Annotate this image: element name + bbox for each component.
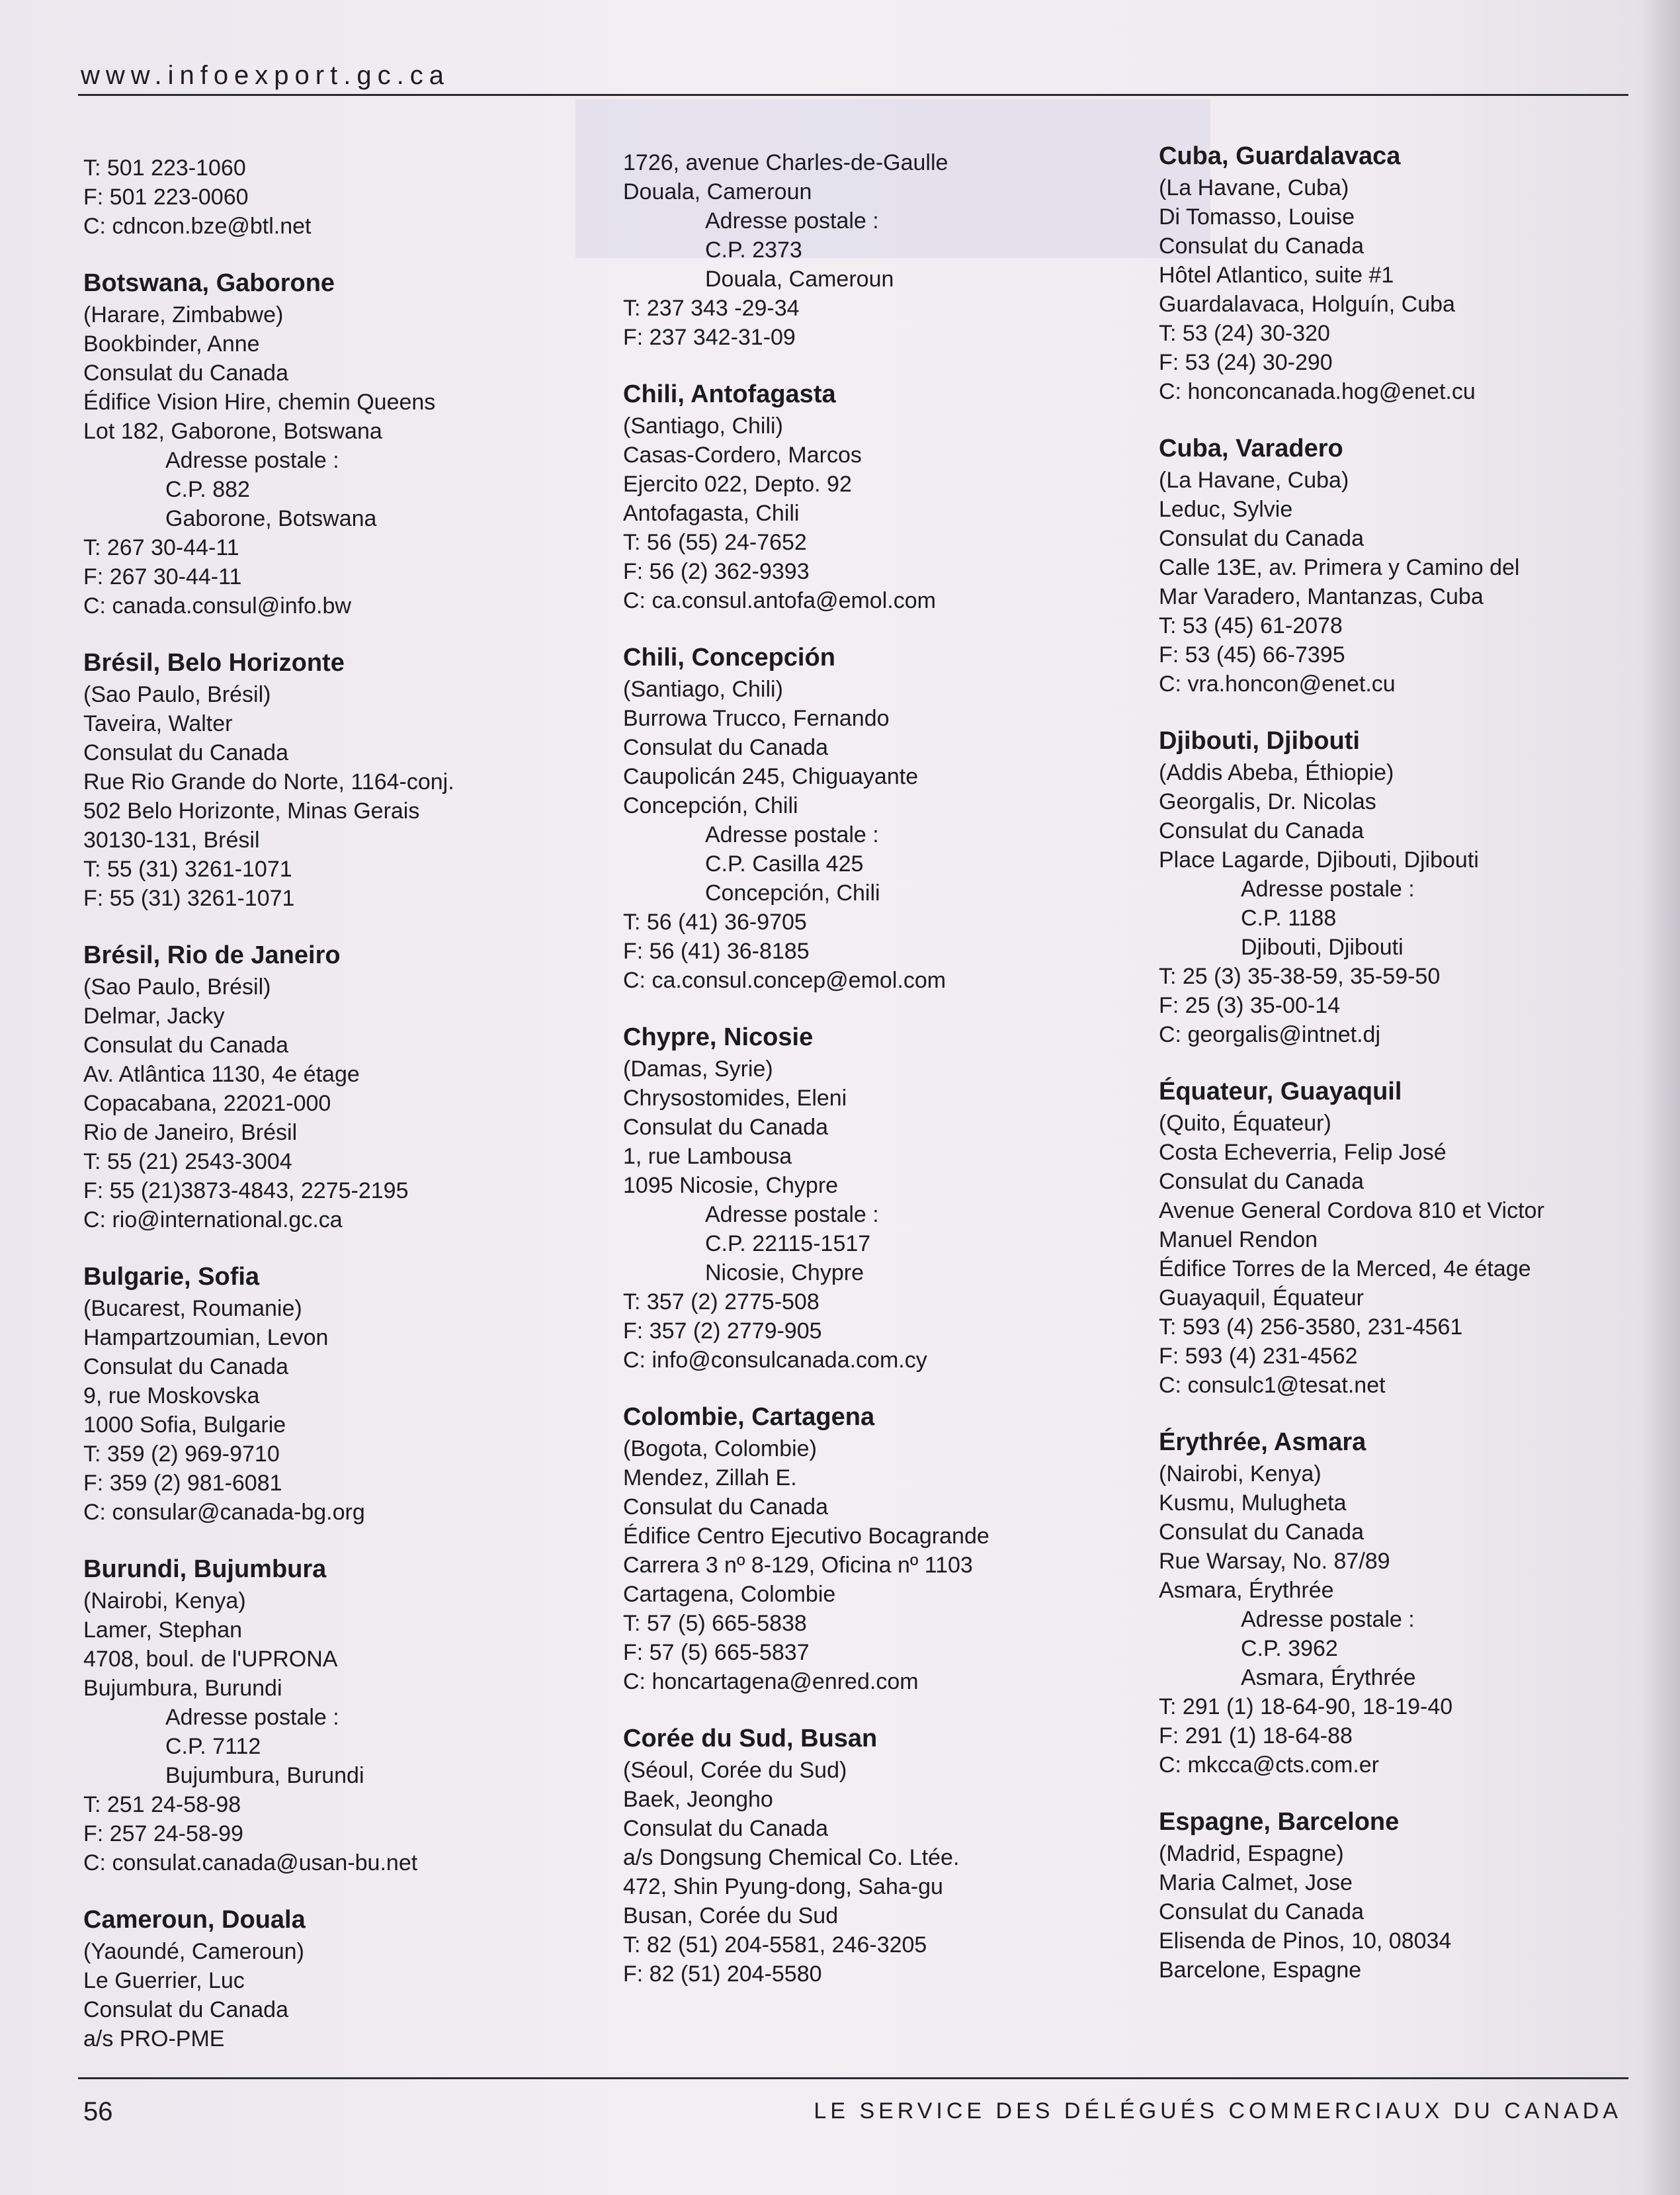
entry-line: Lamer, Stephan [83, 1617, 243, 1643]
entry-line: Calle 13E, av. Primera y Camino del [1159, 555, 1520, 580]
entry-line: (Bucarest, Roumanie) [83, 1296, 302, 1321]
entry-line: F: 82 (51) 204-5580 [623, 1961, 822, 1987]
entry-line: Place Lagarde, Djibouti, Djibouti [1159, 847, 1479, 873]
entry-line: Le Guerrier, Luc [83, 1968, 245, 1993]
entry-line: Antofagasta, Chili [623, 501, 800, 526]
entry-line: Consulat du Canada [83, 1997, 289, 2022]
entry-line: Bookbinder, Anne [83, 331, 260, 357]
entry-line: F: 291 (1) 18-64-88 [1159, 1723, 1353, 1748]
header-url: www.infoexport.gc.ca [81, 61, 450, 90]
entry-line: Consulat du Canada [83, 740, 289, 765]
postal-address-line: Gaborone, Botswana [165, 506, 377, 531]
entry-line: (Nairobi, Kenya) [83, 1588, 246, 1614]
entry-line: C: georgalis@intnet.dj [1159, 1022, 1381, 1047]
directory-entry [83, 1261, 599, 1527]
entry-line: Consulat du Canada [1159, 1169, 1365, 1194]
entry-line: Chrysostomides, Eleni [623, 1086, 847, 1111]
entry-line: a/s Dongsung Chemical Co. Ltée. [623, 1845, 960, 1870]
entry-line: C: cdncon.bze@btl.net [83, 214, 312, 239]
postal-address-line: Nicosie, Chypre [705, 1260, 864, 1285]
entry-line: Consulat du Canada [623, 1494, 829, 1520]
directory-entry [623, 1021, 1139, 1375]
entry-line: Copacabana, 22021-000 [83, 1091, 331, 1116]
entry-line: Édifice Centro Ejecutivo Bocagrande [623, 1524, 989, 1549]
postal-address-line: C.P. 882 [165, 477, 250, 502]
entry-line: C: honconcanada.hog@enet.cu [1159, 379, 1476, 404]
entry-line: C: ca.consul.concep@emol.com [623, 968, 946, 993]
entry-line: F: 501 223-0060 [83, 185, 249, 210]
entry-line: Mar Varadero, Mantanzas, Cuba [1159, 584, 1484, 609]
postal-address-line: Adresse postale : [165, 448, 339, 473]
entry-line: (Madrid, Espagne) [1159, 1841, 1344, 1866]
directory-entry [83, 647, 599, 913]
entry-line: Lot 182, Gaborone, Botswana [83, 419, 382, 444]
postal-address-line: Djibouti, Djibouti [1241, 935, 1404, 960]
postal-address-line: Adresse postale : [1241, 1607, 1415, 1632]
entry-line: Guardalavaca, Holguín, Cuba [1159, 292, 1455, 317]
entry-line: Av. Atlântica 1130, 4e étage [83, 1062, 360, 1087]
entry-line: T: 56 (55) 24-7652 [623, 530, 807, 555]
entry-line: T: 55 (21) 2543-3004 [83, 1149, 292, 1174]
entry-line: (Addis Abeba, Éthiopie) [1159, 760, 1394, 785]
directory-entry [83, 267, 599, 621]
page-number: 56 [83, 2097, 113, 2126]
entry-line: 4708, boul. de l'UPRONA [83, 1647, 338, 1672]
entry-line: F: 56 (2) 362-9393 [623, 559, 810, 584]
postal-address-line: Adresse postale : [165, 1705, 339, 1730]
entry-line: Édifice Vision Hire, chemin Queens [83, 390, 436, 415]
entry-line: Busan, Corée du Sud [623, 1903, 839, 1928]
entry-line: (Bogota, Colombie) [623, 1436, 817, 1461]
entry-line: C: mkcca@cts.com.er [1159, 1752, 1379, 1778]
entry-line: Taveira, Walter [83, 711, 233, 736]
entry-line: Maria Calmet, Jose [1159, 1870, 1353, 1895]
directory-entry [83, 1904, 599, 2053]
entry-line: 1095 Nicosie, Chypre [623, 1173, 839, 1198]
entry-line: Barcelone, Espagne [1159, 1958, 1362, 1983]
entry-line: Rue Rio Grande do Norte, 1164-conj. [83, 769, 454, 795]
entry-line: T: 55 (31) 3261-1071 [83, 857, 292, 882]
entry-line: Avenue General Cordova 810 et Victor [1159, 1198, 1544, 1223]
entry-line: C: vra.honcon@enet.cu [1159, 671, 1396, 697]
entry-line: Consulat du Canada [623, 1115, 829, 1140]
postal-address-line: Adresse postale : [705, 1202, 879, 1227]
header-rule [78, 94, 1628, 96]
entry-line: F: 357 (2) 2779-905 [623, 1318, 822, 1344]
entry-title: Botswana, Gaborone [83, 269, 335, 297]
entry-line: C: honcartagena@enred.com [623, 1669, 919, 1694]
entry-line: Caupolicán 245, Chiguayante [623, 764, 919, 789]
entry-line: T: 359 (2) 969-9710 [83, 1442, 280, 1467]
column-1 [83, 153, 599, 2080]
entry-line: F: 56 (41) 36-8185 [623, 939, 810, 964]
entry-line: F: 593 (4) 231-4562 [1159, 1344, 1358, 1369]
entry-line: Édifice Torres de la Merced, 4e étage [1159, 1256, 1531, 1281]
entry-line: T: 237 343 -29-34 [623, 296, 800, 321]
directory-entry [1159, 1806, 1675, 1985]
entry-line: T: 267 30-44-11 [83, 535, 239, 560]
entry-line: Rio de Janeiro, Brésil [83, 1120, 298, 1145]
entry-line: T: 53 (24) 30-320 [1159, 321, 1330, 346]
entry-line: 9, rue Moskovska [83, 1383, 260, 1408]
entry-title: Corée du Sud, Busan [623, 1725, 878, 1752]
entry-title: Brésil, Belo Horizonte [83, 649, 345, 677]
postal-address-line: C.P. 3962 [1241, 1636, 1338, 1661]
entry-line: (Sao Paulo, Brésil) [83, 682, 271, 707]
entry-line: F: 237 342-31-09 [623, 325, 796, 350]
postal-address-line: Douala, Cameroun [705, 267, 894, 292]
entry-line: Asmara, Érythrée [1159, 1578, 1334, 1603]
entry-line: a/s PRO-PME [83, 2026, 225, 2051]
directory-entry [1159, 1076, 1675, 1400]
entry-line: F: 57 (5) 665-5837 [623, 1640, 810, 1665]
entry-line: T: 53 (45) 61-2078 [1159, 613, 1343, 638]
entry-line: C: rio@international.gc.ca [83, 1207, 343, 1232]
entry-line: C: ca.consul.antofa@emol.com [623, 588, 936, 613]
entry-title: Burundi, Bujumbura [83, 1555, 327, 1583]
directory-entry [1159, 1426, 1675, 1780]
entry-line: Costa Echeverria, Felip José [1159, 1140, 1447, 1165]
entry-line: Consulat du Canada [83, 361, 289, 386]
entry-line: Baek, Jeongho [623, 1787, 773, 1812]
entry-line: Di Tomasso, Louise [1159, 204, 1355, 230]
entry-title: Érythrée, Asmara [1159, 1428, 1366, 1456]
entry-title: Colombie, Cartagena [623, 1403, 875, 1431]
entry-line: F: 55 (21)3873-4843, 2275-2195 [83, 1178, 409, 1203]
entry-line: Guayaquil, Équateur [1159, 1285, 1364, 1311]
entry-title: Chili, Concepción [623, 644, 835, 671]
entry-line: Consulat du Canada [623, 735, 829, 760]
postal-address-line: C.P. Casilla 425 [705, 851, 864, 877]
entry-line: Consulat du Canada [83, 1354, 289, 1379]
entry-line: Consulat du Canada [1159, 234, 1365, 259]
entry-line: (Santiago, Chili) [623, 677, 783, 702]
entry-line: C: consular@canada-bg.org [83, 1500, 365, 1525]
entry-line: Consulat du Canada [1159, 818, 1365, 843]
entry-line: T: 25 (3) 35-38-59, 35-59-50 [1159, 964, 1441, 989]
postal-address-line: C.P. 7112 [165, 1734, 261, 1759]
entry-line: Delmar, Jacky [83, 1004, 225, 1029]
entry-line: Manuel Rendon [1159, 1227, 1318, 1252]
entry-line: Kusmu, Mulugheta [1159, 1490, 1347, 1516]
entry-line: Hôtel Atlantico, suite #1 [1159, 263, 1394, 288]
entry-line: Bujumbura, Burundi [83, 1676, 282, 1701]
entry-line: (Sao Paulo, Brésil) [83, 974, 271, 1000]
entry-line: C: canada.consul@info.bw [83, 593, 351, 619]
entry-line: T: 82 (51) 204-5581, 246-3205 [623, 1932, 927, 1958]
entry-line: F: 55 (31) 3261-1071 [83, 886, 295, 911]
entry-line: Hampartzoumian, Levon [83, 1325, 329, 1350]
entry-line: 1726, avenue Charles-de-Gaulle [623, 150, 948, 175]
entry-line: Carrera 3 nº 8-129, Oficina nº 1103 [623, 1553, 973, 1578]
directory-entry [83, 153, 599, 241]
entry-line: T: 56 (41) 36-9705 [623, 910, 807, 935]
postal-address-line: C.P. 2373 [705, 237, 802, 263]
postal-address-line: Bujumbura, Burundi [165, 1763, 364, 1788]
entry-title: Cuba, Guardalavaca [1159, 142, 1401, 170]
footer-title: LE SERVICE DES DÉLÉGUÉS COMMERCIAUX DU CANADA [814, 2098, 1622, 2124]
entry-line: Consulat du Canada [1159, 1520, 1365, 1545]
postal-address-line: Concepción, Chili [705, 881, 880, 906]
directory-entry [623, 148, 1139, 352]
entry-line: 30130-131, Brésil [83, 828, 260, 853]
entry-line: F: 267 30-44-11 [83, 564, 242, 589]
entry-title: Cameroun, Douala [83, 1906, 306, 1934]
directory-entry [1159, 725, 1675, 1049]
entry-title: Brésil, Rio de Janeiro [83, 941, 341, 969]
directory-entry [1159, 433, 1675, 699]
directory-entry [623, 378, 1139, 615]
entry-line: F: 25 (3) 35-00-14 [1159, 993, 1341, 1018]
entry-line: T: 501 223-1060 [83, 155, 246, 181]
column-3 [1159, 140, 1675, 2011]
entry-line: T: 57 (5) 665-5838 [623, 1611, 807, 1636]
entry-line: T: 357 (2) 2775-508 [623, 1289, 819, 1314]
entry-title: Bulgarie, Sofia [83, 1263, 260, 1291]
entry-line: Rue Warsay, No. 87/89 [1159, 1549, 1390, 1574]
directory-entry [623, 1723, 1139, 1989]
entry-line: T: 291 (1) 18-64-90, 18-19-40 [1159, 1694, 1453, 1719]
entry-line: (Damas, Syrie) [623, 1056, 773, 1082]
entry-line: T: 251 24-58-98 [83, 1792, 241, 1817]
entry-line: F: 53 (24) 30-290 [1159, 350, 1333, 375]
directory-entry [623, 1401, 1139, 1696]
entry-line: (Quito, Équateur) [1159, 1111, 1331, 1136]
entry-line: F: 257 24-58-99 [83, 1821, 243, 1846]
directory-entry [1159, 140, 1675, 406]
entry-line: (La Havane, Cuba) [1159, 468, 1349, 493]
entry-line: (La Havane, Cuba) [1159, 175, 1349, 200]
entry-line: (Séoul, Corée du Sud) [623, 1758, 847, 1783]
footer-rule [78, 2077, 1628, 2079]
entry-line: C: consulc1@tesat.net [1159, 1373, 1386, 1398]
directory-entry [83, 939, 599, 1234]
entry-line: Leduc, Sylvie [1159, 497, 1293, 522]
entry-line: Consulat du Canada [83, 1033, 289, 1058]
entry-line: Ejercito 022, Depto. 92 [623, 472, 852, 497]
entry-title: Cuba, Varadero [1159, 435, 1343, 462]
directory-entry [83, 1553, 599, 1877]
entry-line: F: 53 (45) 66-7395 [1159, 642, 1345, 667]
entry-line: Elisenda de Pinos, 10, 08034 [1159, 1928, 1452, 1954]
postal-address-line: Adresse postale : [705, 208, 879, 234]
entry-line: Consulat du Canada [1159, 526, 1365, 551]
entry-title: Équateur, Guayaquil [1159, 1078, 1402, 1105]
entry-line: (Yaoundé, Cameroun) [83, 1939, 304, 1964]
postal-address-line: C.P. 22115-1517 [705, 1231, 871, 1256]
entry-line: T: 593 (4) 256-3580, 231-4561 [1159, 1314, 1463, 1340]
entry-line: (Santiago, Chili) [623, 413, 783, 439]
entry-line: Consulat du Canada [1159, 1899, 1365, 1924]
entry-line: Burrowa Trucco, Fernando [623, 706, 890, 731]
entry-line: Cartagena, Colombie [623, 1582, 836, 1607]
entry-line: F: 359 (2) 981-6081 [83, 1471, 282, 1496]
entry-line: C: info@consulcanada.com.cy [623, 1348, 927, 1373]
entry-line: Consulat du Canada [623, 1816, 829, 1841]
entry-title: Chypre, Nicosie [623, 1023, 814, 1051]
entry-line: Concepción, Chili [623, 793, 798, 818]
postal-address-line: Adresse postale : [1241, 877, 1415, 902]
column-2 [623, 148, 1139, 2015]
postal-address-line: Asmara, Érythrée [1241, 1665, 1416, 1690]
postal-address-line: Adresse postale : [705, 822, 879, 847]
entry-line: Douala, Cameroun [623, 179, 812, 204]
entry-line: Casas-Cordero, Marcos [623, 443, 862, 468]
entry-line: 472, Shin Pyung-dong, Saha-gu [623, 1874, 943, 1899]
entry-line: 502 Belo Horizonte, Minas Gerais [83, 798, 420, 824]
entry-title: Espagne, Barcelone [1159, 1808, 1400, 1836]
entry-line: Georgalis, Dr. Nicolas [1159, 789, 1376, 814]
entry-line: C: consulat.canada@usan-bu.net [83, 1850, 418, 1875]
entry-line: (Nairobi, Kenya) [1159, 1461, 1322, 1486]
entry-title: Chili, Antofagasta [623, 380, 836, 408]
entry-line: 1, rue Lambousa [623, 1144, 792, 1169]
entry-line: (Harare, Zimbabwe) [83, 302, 284, 327]
entry-title: Djibouti, Djibouti [1159, 727, 1360, 755]
entry-line: 1000 Sofia, Bulgarie [83, 1412, 286, 1438]
directory-entry [623, 642, 1139, 995]
postal-address-line: C.P. 1188 [1241, 906, 1337, 931]
entry-line: Mendez, Zillah E. [623, 1465, 797, 1490]
